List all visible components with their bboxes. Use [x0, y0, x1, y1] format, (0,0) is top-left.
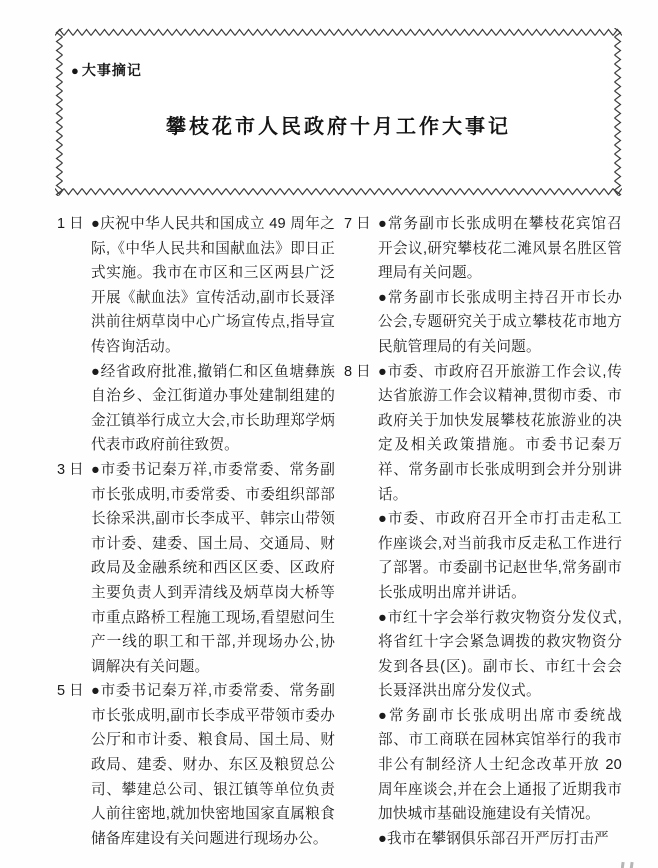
entry-day-3 — [57, 458, 335, 679]
date-label: 7 日 — [344, 216, 371, 232]
cutoff-page-number-fragment — [621, 858, 643, 868]
header-box — [55, 28, 622, 196]
paragraph: ●经省政府批准,撤销仁和区鱼塘彝族自治乡、金江街道办事处建制组建的金江镇举行成立大会,市长助理郑学炳代表市政府前往致贺。 — [91, 363, 335, 454]
entry-paragraphs — [378, 360, 622, 852]
entry-day-1 — [57, 212, 335, 458]
page-title: 攀枝花市人民政府十月工作大事记 — [166, 116, 511, 138]
paragraph: ●常务副市长张成明出席市委统战部、市工商联在园林宾馆举行的我市非公有制经济人士纪念改革开放 20 周年座谈会,并在会上通报了近期我市加快城市基础设施建设有关情况。 — [378, 707, 622, 823]
section-tag — [71, 60, 142, 80]
entry-paragraphs — [378, 212, 622, 360]
date-label: 5 日 — [57, 683, 84, 700]
date-label: 3 日 — [57, 461, 84, 478]
paragraph: ●市委书记秦万祥,市委常委、常务副市长张成明,市委常委、市委组织部部长徐采洪,副市长李成平、韩宗山带领市计委、建委、国土局、交通局、财政局及金融系统和西区区委、区政府主要负责人到弄清线及炳草岗大桥等市重点路桥工程施工现场,看望慰问生产一线的职工和干部,并现场办公,协调解决有关问题。 — [91, 461, 335, 675]
paragraph: ●市委书记秦万祥,市委常委、常务副市长张成明,副市长李成平带领市委办公厅和市计委、粮食局、国土局、财政局、建委、财办、东区及粮贸总公司、攀建总公司、银江镇等单位负责人前往密地,就加快密地国家直属粮食储备库建设有关问题进行现场办公。 — [91, 683, 335, 847]
paragraph: ●市红十字会举行救灾物资分发仪式,将省红十字会紧急调拨的救灾物资分发到各县(区)。副市长、市红十会会长聂泽洪出席分发仪式。 — [378, 609, 622, 700]
paragraph: ●常务副市长张成明在攀枝花宾馆召开会议,研究攀枝花二滩风景名胜区管理局有关问题。 — [378, 216, 622, 282]
zigzag-border-bottom — [55, 187, 622, 196]
paragraph: ●常务副市长张成明主持召开市长办公会,专题研究关于成立攀枝花市地方民航管理局的有关问题。 — [378, 289, 622, 355]
date-label: 1 日 — [57, 216, 84, 232]
date-label: 8 日 — [344, 363, 371, 380]
bullet-dot-icon: ● — [71, 62, 80, 78]
paragraph: ●庆祝中华人民共和国成立 49 周年之际,《中华人民共和国献血法》即日正式实施。我市在市区和三区两县广泛开展《献血法》宣传活动,副市长聂泽洪前往炳草岗中心广场宣传点,指导宣传咨询活动。 — [91, 216, 335, 355]
left-column — [57, 212, 335, 851]
paragraph: ●我市在攀钢俱乐部召开严厉打击严 — [378, 830, 609, 847]
entry-day-8 — [344, 360, 622, 852]
entry-day-7 — [344, 212, 622, 360]
section-tag-label: 大事摘记 — [81, 62, 142, 78]
paragraph: ●市委、市政府召开全市打击走私工作座谈会,对当前我市反走私工作进行了部署。市委副书记赵世华,常务副市长张成明出席并讲话。 — [378, 511, 622, 601]
entry-paragraphs — [91, 458, 335, 679]
right-column — [344, 212, 622, 851]
entry-paragraphs — [91, 212, 335, 458]
chronicle-body — [57, 212, 623, 851]
zigzag-border-top — [55, 28, 622, 37]
entry-day-5 — [57, 679, 335, 851]
entry-paragraphs — [91, 679, 335, 851]
paragraph: ●市委、市政府召开旅游工作会议,传达省旅游工作会议精神,贯彻市委、市政府关于加快发展攀枝花旅游业的决定及相关政策措施。市委书记秦万祥、常务副市长张成明到会并分别讲话。 — [378, 363, 622, 503]
